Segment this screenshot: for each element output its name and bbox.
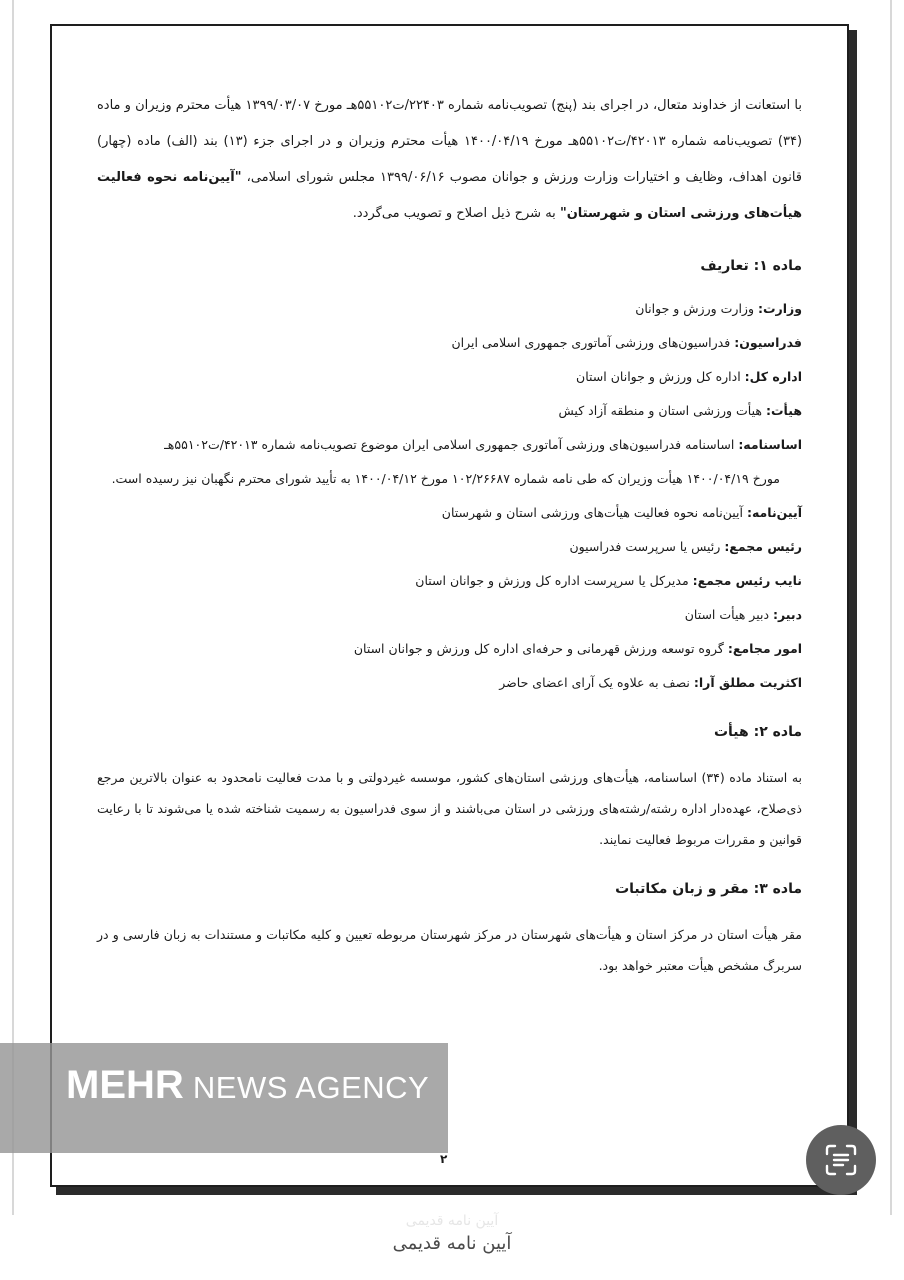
caption-ghost: آیین نامه قدیمی (405, 1213, 499, 1229)
article3-body: مقر هیأت استان در مرکز استان و هیأت‌های شهرستان در مرکز شهرستان مربوطه تعیین و کلیه مکاتبات و مستندات به زبان فارسی و در سربرگ مشخص هیأت معتبر خواهد بود. (97, 927, 802, 973)
definition-item: نایب رئیس مجمع: مدیرکل یا سرپرست اداره کل ورزش و جوانان استان (415, 573, 802, 588)
definition-item: اداره کل: اداره کل ورزش و جوانان استان (576, 369, 802, 384)
definition-item: امور مجامع: گروه توسعه ورزش قهرمانی و حرفه‌ای اداره کل ورزش و جوانان استان (353, 641, 802, 656)
document-page (50, 24, 849, 1187)
text-scan-button[interactable] (806, 1125, 876, 1195)
definition-item: آیین‌نامه: آیین‌نامه نحوه فعالیت هیأت‌های ورزشی استان و شهرستان (441, 505, 802, 520)
article2-body: به استناد ماده (۳۴) اساسنامه، هیأت‌های ورزشی استان‌های کشور، موسسه غیردولتی و با مدت فعالیت نامحدود به عنوان بالاترین مرجع ذی‌صلاح، عهده‌دار اداره رشته/رشته‌های ورزشی در استان می‌باشند و از سوی فدراسیون به رسمیت شناخته شده یا می‌شوند تا با رعایت قوانین و مقررات مربوط فعالیت نمایند. (97, 770, 803, 847)
document-content (97, 88, 802, 981)
definition-continuation: مورخ ۱۴۰۰/۰۴/۱۹ هیأت وزیران که طی نامه شماره ۱۰۲/۲۶۶۸۷ مورخ ۱۴۰۰/۰۴/۱۲ به تأیید شورای محترم نگهبان نیز رسیده است. (111, 471, 780, 486)
definition-item: رئیس مجمع: رئیس یا سرپرست فدراسیون (569, 539, 802, 554)
mehr-news-watermark (0, 1043, 448, 1153)
article3-title: ماده ۳: مقر و زبان مکاتبات (615, 881, 802, 897)
intro-paragraph (97, 88, 802, 232)
left-edge-line (12, 0, 14, 1215)
page-number: ۲ (440, 1152, 448, 1166)
definition-item: اکثریت مطلق آرا: نصف به علاوه یک آرای اعضای حاضر (499, 675, 802, 690)
article1-title: ماده ۱: تعاریف (700, 258, 802, 274)
definition-item: دبیر: دبیر هیأت استان (684, 607, 802, 622)
definition-item: اساسنامه: اساسنامه فدراسیون‌های ورزشی آماتوری جمهوری اسلامی ایران موضوع تصویب‌نامه شماره ۴۲۰۱۳/ت۵۵۱۰۲هـ (164, 437, 802, 452)
watermark-text: MEHR NEWS AGENCY (66, 1063, 430, 1107)
definition-item: فدراسیون: فدراسیون‌های ورزشی آماتوری جمهوری اسلامی ایران (451, 335, 802, 350)
article2-title: ماده ۲: هیأت (713, 724, 802, 740)
image-caption: آیین نامه قدیمی (392, 1233, 512, 1254)
definition-item: هیأت: هیأت ورزشی استان و منطقه آزاد کیش (558, 403, 802, 418)
text-scan-icon (824, 1143, 858, 1177)
intro-text: با استعانت از خداوند متعال، در اجرای بند (پنج) تصویب‌نامه شماره ۲۲۴۰۳/ت۵۵۱۰۲هـ مورخ ۱۳۹۹/۰۳/۰۷ هیأت محترم وزیران و ماده (۳۴) تصویب‌نامه شماره ۴۲۰۱۳/ت۵۵۱۰۲هـ مورخ ۱۴۰۰/۰۴/۱۹ هیأت محترم وزیران و در اجرای جزء (۱۳) بند (الف) ماده (چهار) قانون اهداف، وظایف و اختیارات وزارت ورزش و جوانان مصوب ۱۳۹۹/۰۶/۱۶ مجلس شورای اسلامی، (97, 98, 803, 185)
intro-text-end: به شرح ذیل اصلاح و تصویب می‌گردد. (352, 206, 556, 221)
intro-emphasis: "آیین‌نامه نحوه فعالیت هیأت‌های ورزشی استان و شهرستان" (97, 170, 802, 221)
right-edge-line (890, 0, 892, 1215)
definition-item: وزارت: وزارت ورزش و جوانان (635, 301, 802, 316)
